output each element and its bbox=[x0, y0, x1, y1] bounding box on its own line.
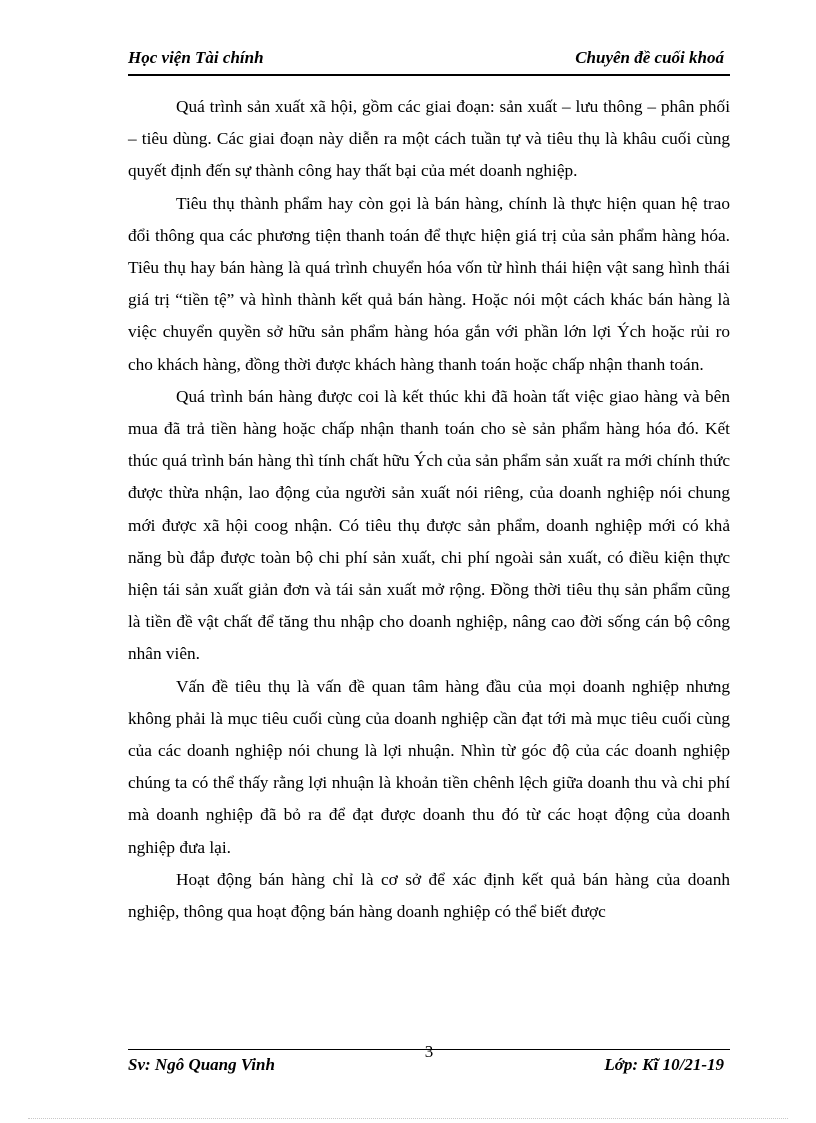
footer-class-code: Lớp: Kĩ 10/21-19 bbox=[604, 1055, 724, 1074]
paragraph-5: Hoạt động bán hàng chỉ là cơ sở để xác định kết quả bán hàng của doanh nghiệp, thông qua hoạt động bán hàng doanh nghiệp có thể biết được bbox=[128, 869, 730, 922]
page-edge-divider bbox=[28, 1118, 788, 1119]
paragraph-4: Vấn đề tiêu thụ là vấn đề quan tâm hàng đầu của mọi doanh nghiệp nhưng không phải là mục tiêu cuối cùng của doanh nghiệp cần đạt tới mà mục tiêu cuối cùng của các doanh nghiệp nói chung là lợi nhuận. Nhìn từ góc độ của các doanh nghiệp chúng ta có thể thấy rằng lợi nhuận là khoản tiền chênh lệch giữa doanh thu và chi phí mà doanh nghiệp đã bỏ ra để đạt được doanh thu đó từ các hoạt động của doanh nghiệp đưa lại. bbox=[128, 676, 730, 857]
body-text bbox=[128, 91, 730, 928]
page-number: 3 bbox=[424, 1042, 434, 1061]
page-footer bbox=[128, 1042, 730, 1080]
header-institution: Học viện Tài chính bbox=[128, 48, 264, 67]
footer-student-name: Sv: Ngô Quang Vinh bbox=[128, 1055, 275, 1074]
paragraph-3: Quá trình bán hàng được coi là kết thúc khi đã hoàn tất việc giao hàng và bên mua đã trả tiền hàng hoặc chấp nhận thanh toán cho sè sản phẩm hàng hóa đó. Kết thúc quá trình bán hàng thì tính chất hữu Ých của sản phẩm sản xuất ra mới chính thức được thừa nhận, lao động của người sản xuất nói riêng, của doanh nghiệp nói chung mới được xã hội coog nhận. Có tiêu thụ được sản phẩm, doanh nghiệp mới có khả năng bù đắp được toàn bộ chi phí sản xuất, chi phí ngoài sản xuất, có điều kiện thực hiện tái sản xuất giản đơn và tái sản xuất mở rộng. Đồng thời tiêu thụ sản phẩm cũng là tiền đề vật chất để tăng thu nhập cho doanh nghiệp, nâng cao đời sống cán bộ công nhân viên. bbox=[128, 386, 730, 664]
paragraph-1: Quá trình sản xuất xã hội, gồm các giai đoạn: sản xuất – lưu thông – phân phối – tiêu dùng. Các giai đoạn này diễn ra một cách tuần tự và tiêu thụ là khâu cuối cùng quyết định đến sự thành công hay thất bại của mét doanh nghiệp. bbox=[128, 97, 730, 181]
header-document-type: Chuyên đề cuối khoá bbox=[575, 48, 724, 67]
paragraph-2: Tiêu thụ thành phẩm hay còn gọi là bán hàng, chính là thực hiện quan hệ trao đổi thông qua các phương tiện thanh toán để thực hiện giá trị của sản phẩm hàng hóa. Tiêu thụ hay bán hàng là quá trình chuyển hóa vốn từ hình thái hiện vật sang hình thái giá trị “tiền tệ” và hình thành kết quả bán hàng. Hoặc nói một cách khác bán hàng là việc chuyển quyền sở hữu sản phẩm hàng hóa gắn với phần lớn lợi Ých hoặc rủi ro cho khách hàng, đồng thời được khách hàng thanh toán hoặc chấp nhận thanh toán. bbox=[128, 193, 730, 374]
page-header bbox=[128, 48, 730, 76]
